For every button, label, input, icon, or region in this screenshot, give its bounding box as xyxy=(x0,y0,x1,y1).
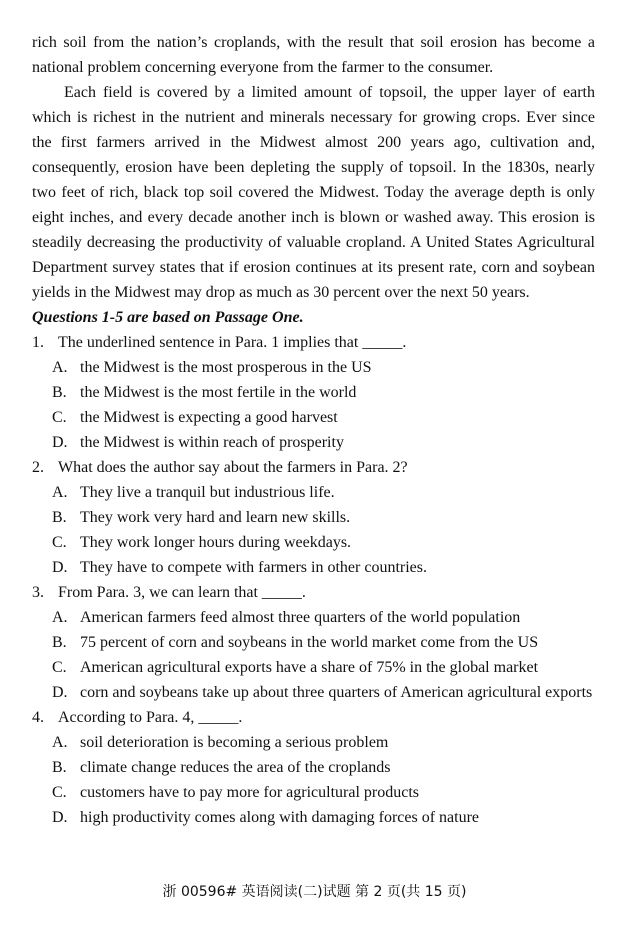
option-letter: A. xyxy=(52,734,68,751)
option-letter: A. xyxy=(52,484,68,501)
question-number: 3. xyxy=(32,584,44,601)
option-text: They live a tranquil but industrious life. xyxy=(80,484,335,501)
option-text: the Midwest is within reach of prosperity xyxy=(80,434,344,451)
option-text: the Midwest is the most fertile in the world xyxy=(80,384,357,401)
question-number: 4. xyxy=(32,709,44,726)
option-b xyxy=(32,630,595,655)
option-text: They work longer hours during weekdays. xyxy=(80,534,352,551)
option-b xyxy=(32,505,595,530)
option-text: corn and soybeans take up about three quarters of American agricultural exports xyxy=(80,684,593,701)
option-text: They work very hard and learn new skills. xyxy=(80,509,351,526)
question-stem: What does the author say about the farmers in Para. 2? xyxy=(58,459,408,476)
questions-heading: Questions 1-5 are based on Passage One. xyxy=(32,309,304,326)
question-stem: The underlined sentence in Para. 1 implies that _____. xyxy=(58,334,407,351)
option-text: American farmers feed almost three quarters of the world population xyxy=(80,609,521,626)
option-text: high productivity comes along with damaging forces of nature xyxy=(80,809,480,826)
option-letter: D. xyxy=(52,684,68,701)
option-letter: B. xyxy=(52,384,67,401)
option-c xyxy=(32,655,595,680)
option-a xyxy=(32,355,595,380)
question-number: 1. xyxy=(32,334,44,351)
passage-paragraph: Each field is covered by a limited amount of topsoil, the upper layer of earth which is richest in the nutrient and minerals necessary for growing crops. Ever since the first farmers arrived in the Midwest almost 200 years ago, cultivation and, consequently, erosion have been depleting the supply of topsoil. In the 1830s, nearly two feet of rich, black top soil covered the Midwest. Today the average depth is only eight inches, and every decade another inch is blown or washed away. This erosion is steadily decreasing the productivity of valuable cropland. A United States Agricultural Department survey states that if erosion continues at its present rate, corn and soybean yields in the Midwest may drop as much as 30 percent over the next 50 years. xyxy=(32,84,595,301)
option-letter: C. xyxy=(52,784,67,801)
question-stem: From Para. 3, we can learn that _____. xyxy=(58,584,306,601)
option-d xyxy=(32,805,595,830)
option-text: climate change reduces the area of the croplands xyxy=(80,759,391,776)
question-number: 2. xyxy=(32,459,44,476)
option-c xyxy=(32,780,595,805)
question-2 xyxy=(32,455,595,580)
option-letter: B. xyxy=(52,759,67,776)
question-stem: According to Para. 4, _____. xyxy=(58,709,243,726)
option-a xyxy=(32,605,595,630)
option-text: the Midwest is the most prosperous in the US xyxy=(80,359,372,376)
page-footer: 浙 00596# 英语阅读(二)试题 第 2 页(共 15 页) xyxy=(162,884,467,900)
option-a xyxy=(32,730,595,755)
option-text: 75 percent of corn and soybeans in the world market come from the US xyxy=(80,634,539,651)
option-letter: A. xyxy=(52,609,68,626)
option-letter: C. xyxy=(52,534,67,551)
option-d xyxy=(32,555,595,580)
option-b xyxy=(32,380,595,405)
option-a xyxy=(32,480,595,505)
option-letter: C. xyxy=(52,659,67,676)
option-text: They have to compete with farmers in other countries. xyxy=(80,559,427,576)
question-1 xyxy=(32,330,595,455)
option-letter: B. xyxy=(52,634,67,651)
option-text: customers have to pay more for agricultural products xyxy=(80,784,419,801)
option-text: soil deterioration is becoming a serious problem xyxy=(80,734,389,751)
option-text: American agricultural exports have a share of 75% in the global market xyxy=(80,659,539,676)
document-page xyxy=(32,30,595,830)
option-d xyxy=(32,430,595,455)
option-letter: C. xyxy=(52,409,67,426)
passage-paragraph-continuation: rich soil from the nation’s croplands, with the result that soil erosion has become a national problem concerning everyone from the farmer to the consumer. xyxy=(32,34,595,76)
option-letter: D. xyxy=(52,434,68,451)
question-3 xyxy=(32,580,595,705)
question-4 xyxy=(32,705,595,830)
option-d xyxy=(32,680,595,705)
option-c xyxy=(32,530,595,555)
option-b xyxy=(32,755,595,780)
option-letter: B. xyxy=(52,509,67,526)
option-c xyxy=(32,405,595,430)
option-text: the Midwest is expecting a good harvest xyxy=(80,409,338,426)
option-letter: A. xyxy=(52,359,68,376)
option-letter: D. xyxy=(52,809,68,826)
option-letter: D. xyxy=(52,559,68,576)
